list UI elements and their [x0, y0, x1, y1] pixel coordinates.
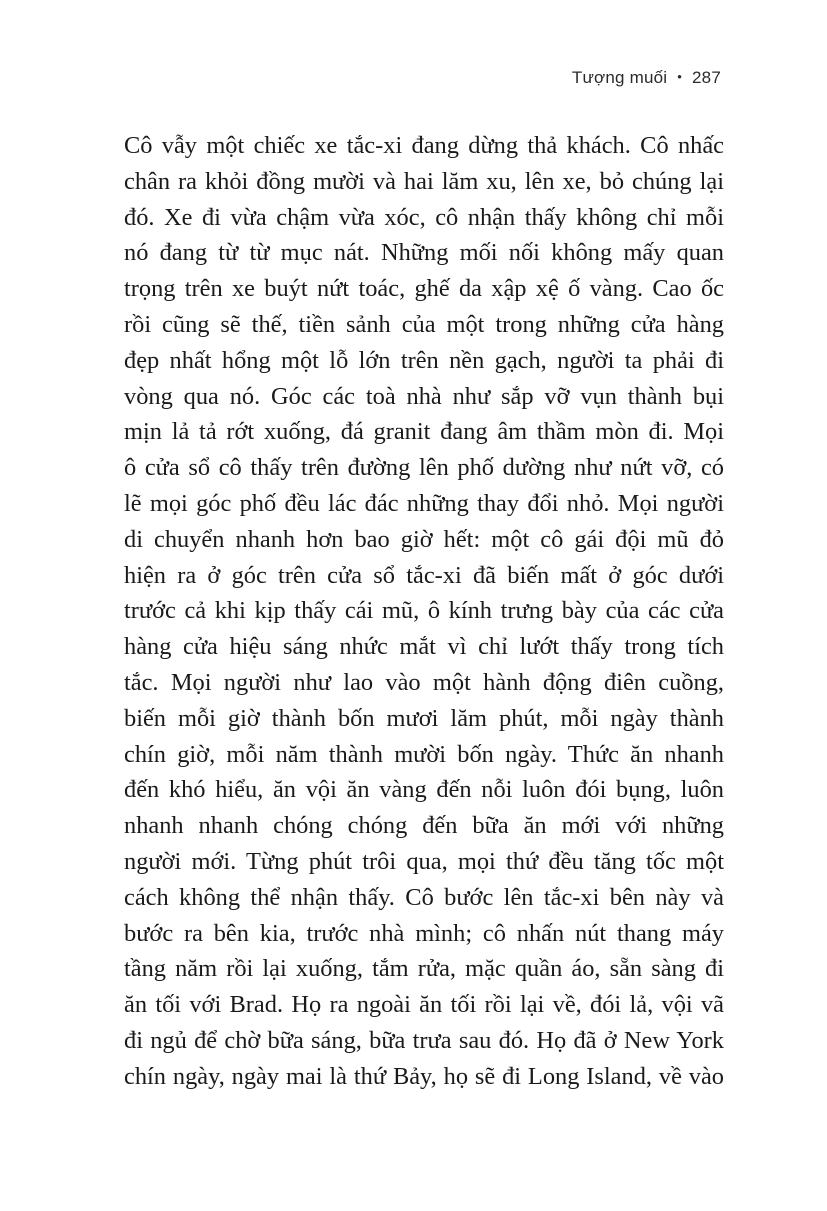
text-line: hiện ra ở góc trên cửa sổ tắc-xi đã biến mất ở góc dưới — [124, 561, 724, 589]
text-line: tầng năm rồi lại xuống, tắm rửa, mặc quần áo, sẵn sàng đi — [124, 955, 724, 983]
text-line: trọng trên xe buýt nứt toác, ghế da xập xệ ố vàng. Cao ốc — [124, 275, 724, 303]
page-number: 287 — [692, 68, 721, 87]
text-line: ăn tối với Brad. Họ ra ngoài ăn tối rồi lại về, đói lả, vội vã — [124, 991, 724, 1019]
text-line: chín giờ, mỗi năm thành mười bốn ngày. Thức ăn nhanh — [124, 740, 724, 768]
text-line: bước ra bên kia, trước nhà mình; cô nhấn nút thang máy — [124, 919, 724, 947]
text-line: hàng cửa hiệu sáng nhức mắt vì chỉ lướt thấy trong tích — [124, 633, 724, 661]
header-separator: • — [677, 69, 683, 84]
text-line: đó. Xe đi vừa chậm vừa xóc, cô nhận thấy không chỉ mỗi — [124, 203, 724, 231]
text-line: nó đang từ từ mục nát. Những mối nối không mấy quan — [124, 239, 724, 267]
running-header — [572, 68, 721, 88]
text-line: đi ngủ để chờ bữa sáng, bữa trưa sau đó. Họ đã ở New York — [124, 1026, 724, 1054]
text-line: biến mỗi giờ thành bốn mươi lăm phút, mỗi ngày thành — [124, 704, 724, 732]
text-line: chân ra khỏi đồng mười và hai lăm xu, lên xe, bỏ chúng lại — [124, 167, 724, 195]
text-line: rồi cũng sẽ thế, tiền sảnh của một trong những cửa hàng — [124, 310, 724, 338]
text-line: mịn lả tả rớt xuống, đá granit đang âm thầm mòn đi. Mọi — [124, 418, 724, 446]
text-line: vòng qua nó. Góc các toà nhà như sắp vỡ vụn thành bụi — [124, 382, 724, 410]
text-line: người mới. Từng phút trôi qua, mọi thứ đều tăng tốc một — [124, 847, 724, 875]
text-line: đẹp nhất hổng một lỗ lớn trên nền gạch, người ta phải đi — [124, 346, 724, 374]
text-line: tắc. Mọi người như lao vào một hành động điên cuồng, — [124, 668, 724, 696]
text-line: trước cả khi kịp thấy cái mũ, ô kính trưng bày của các cửa — [124, 597, 724, 625]
text-line: Cô vẫy một chiếc xe tắc-xi đang dừng thả khách. Cô nhấc — [124, 132, 724, 159]
body-paragraph — [124, 128, 724, 1095]
text-line: lẽ mọi góc phố đều lác đác những thay đổi nhỏ. Mọi người — [124, 489, 724, 517]
text-line: nhanh nhanh chóng chóng đến bữa ăn mới với những — [124, 812, 724, 840]
text-line: chín ngày, ngày mai là thứ Bảy, họ sẽ đi Long Island, về vào — [124, 1062, 724, 1090]
text-line: ô cửa sổ cô thấy trên đường lên phố dường như nứt vỡ, có — [124, 454, 724, 482]
text-line: đến khó hiểu, ăn vội ăn vàng đến nỗi luôn đói bụng, luôn — [124, 776, 724, 804]
text-line: di chuyển nhanh hơn bao giờ hết: một cô gái đội mũ đỏ — [124, 525, 724, 553]
chapter-title: Tượng muối — [571, 68, 668, 87]
text-line: cách không thể nhận thấy. Cô bước lên tắc-xi bên này và — [124, 883, 724, 911]
